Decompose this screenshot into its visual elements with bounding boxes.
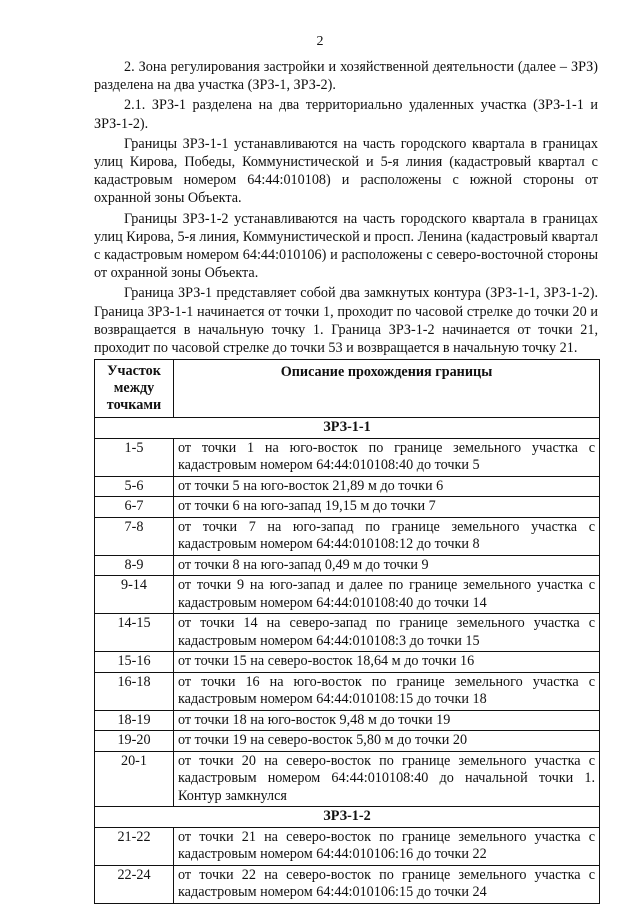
paragraph: 2.1. ЗРЗ-1 разделена на два территориально удаленных участка (ЗРЗ-1-1 и ЗРЗ-1-2).: [94, 97, 598, 132]
table-row: [95, 438, 600, 476]
table-row: [95, 476, 600, 497]
table-row: [95, 652, 600, 673]
segment-cell: 20-1: [95, 751, 174, 807]
segment-cell: 1-5: [95, 438, 174, 476]
segment-cell: 6-7: [95, 497, 174, 518]
zone-title: ЗРЗ-1-2: [95, 807, 600, 828]
table-row: [95, 497, 600, 518]
description-cell: от точки 19 на северо-восток 5,80 м до точки 20: [174, 731, 600, 752]
description-cell: от точки 20 на северо-восток по границе земельного участка с кадастровым номером 64:44:010108:40 до начальной точки 1. Контур замкнулся: [174, 751, 600, 807]
table-row: [95, 614, 600, 652]
zone-title: ЗРЗ-1-1: [95, 418, 600, 439]
page-number: 2: [316, 34, 324, 49]
description-cell: от точки 14 на северо-запад по границе земельного участка с кадастровым номером 64:44:010108:3 до точки 15: [174, 614, 600, 652]
segment-cell: 18-19: [95, 710, 174, 731]
description-cell: от точки 8 на юго-запад 0,49 м до точки 9: [174, 555, 600, 576]
boundary-table: [94, 359, 600, 904]
table-row: [95, 576, 600, 614]
paragraph: Граница ЗРЗ-1 представляет собой два замкнутых контура (ЗРЗ-1-1, ЗРЗ-1-2). Граница ЗРЗ-1-1 начинается от точки 1, проходит по часовой стрелке до точки 20 и возвращается в начальную точку 1. Граница ЗРЗ-1-2 начинается от точки 21, проходит по часовой стрелке до точки 53 и возвращается в начальную точку 21.: [94, 285, 598, 357]
table-header-row: [95, 360, 600, 418]
table-row: [95, 865, 600, 903]
table-row: [95, 517, 600, 555]
description-cell: от точки 15 на северо-восток 18,64 м до точки 16: [174, 652, 600, 673]
segment-cell: 14-15: [95, 614, 174, 652]
paragraph: Границы ЗРЗ-1-1 устанавливаются на часть городского квартала в границах улиц Кирова, Победы, Коммунистической и 5-я линия (кадастровый квартал с кадастровым номером 64:44:010108) и расположены с южной стороны от охранной зоны Объекта.: [94, 135, 598, 207]
description-cell: от точки 18 на юго-восток 9,48 м до точки 19: [174, 710, 600, 731]
segment-cell: 22-24: [95, 865, 174, 903]
segment-cell: 8-9: [95, 555, 174, 576]
segment-cell: 5-6: [95, 476, 174, 497]
paragraph: Границы ЗРЗ-1-2 устанавливаются на часть городского квартала в границах улиц Кирова, 5-я линия, Коммунистической и просп. Ленина (кадастровый квартал с кадастровым номером 64:44:010106) и расположены с северо-восточной стороны от охранной зоны Объекта.: [94, 210, 598, 282]
description-cell: от точки 7 на юго-запад по границе земельного участка с кадастровым номером 64:44:010108:12 до точки 8: [174, 517, 600, 555]
description-cell: от точки 22 на северо-восток по границе земельного участка с кадастровым номером 64:44:010106:15 до точки 24: [174, 865, 600, 903]
segment-cell: 15-16: [95, 652, 174, 673]
segment-cell: 21-22: [95, 827, 174, 865]
table-row: [95, 672, 600, 710]
body-text: [94, 58, 598, 359]
zone-row: [95, 418, 600, 439]
table-row: [95, 555, 600, 576]
table-row: [95, 827, 600, 865]
description-cell: от точки 9 на юго-запад и далее по границе земельного участка с кадастровым номером 64:44:010108:40 до точки 14: [174, 576, 600, 614]
segment-cell: 9-14: [95, 576, 174, 614]
paragraph: 2. Зона регулирования застройки и хозяйственной деятельности (далее – ЗРЗ) разделена на два участка (ЗРЗ-1, ЗРЗ-2).: [94, 59, 598, 94]
segment-cell: 7-8: [95, 517, 174, 555]
description-cell: от точки 5 на юго-восток 21,89 м до точки 6: [174, 476, 600, 497]
description-cell: от точки 16 на юго-восток по границе земельного участка с кадастровым номером 64:44:010108:15 до точки 18: [174, 672, 600, 710]
table-row: [95, 751, 600, 807]
table-row: [95, 710, 600, 731]
header-segment: Участок между точками: [95, 360, 174, 418]
segment-cell: 19-20: [95, 731, 174, 752]
segment-cell: 16-18: [95, 672, 174, 710]
description-cell: от точки 1 на юго-восток по границе земельного участка с кадастровым номером 64:44:010108:40 до точки 5: [174, 438, 600, 476]
description-cell: от точки 21 на северо-восток по границе земельного участка с кадастровым номером 64:44:010106:16 до точки 22: [174, 827, 600, 865]
header-description: Описание прохождения границы: [174, 360, 600, 418]
zone-row: [95, 807, 600, 828]
table-row: [95, 731, 600, 752]
description-cell: от точки 6 на юго-запад 19,15 м до точки 7: [174, 497, 600, 518]
